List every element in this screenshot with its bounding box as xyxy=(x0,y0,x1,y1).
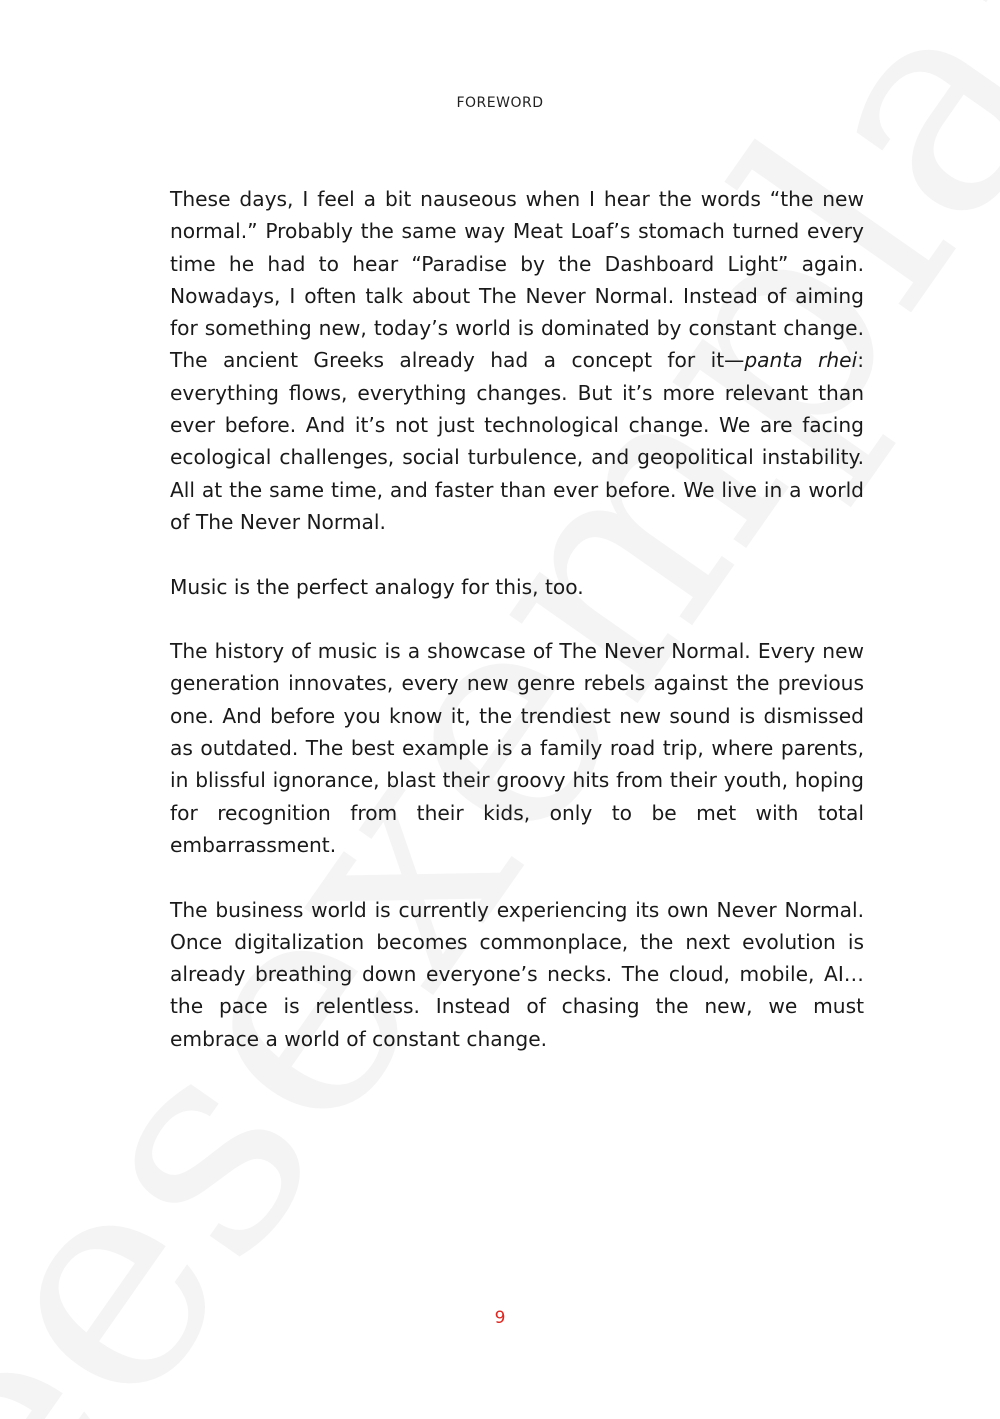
paragraph-2: Music is the perfect analogy for this, too. xyxy=(170,574,584,599)
page-number: 9 xyxy=(494,1308,506,1328)
paragraph-1-part-1: These days, I feel a bit nauseous when I hear the words “the new normal.” Probably the same way Meat Loaf’s stomach turned every time he had to hear “Paradise by the Dashboard Light” again. Nowadays, I often talk about The Never Normal. Instead of aiming for something new, today’s world is dominated by constant change. The ancient Greeks already had a concept for it— xyxy=(170,187,864,373)
paragraph-4: The business world is currently experiencing its own Never Normal. Once digitalization becomes commonplace, the next evolution is already breathing down everyone’s necks. The cloud, mobile, AI… the pace is relentless. Instead of chasing the new, we must embrace a world of constant change. xyxy=(170,897,864,1051)
body-text xyxy=(170,183,864,1087)
paragraph-3: The history of music is a showcase of The Never Normal. Every new generation innovates, every new genre rebels against the previous one. And before you know it, the trendiest new sound is dismissed as outdated. The best example is a family road trip, where parents, in blissful ignorance, blast their groovy hits from their youth, hoping for recognition from their kids, only to be met with total embarrassment. xyxy=(170,639,864,857)
paragraph-1 xyxy=(170,183,864,538)
running-header: FOREWORD xyxy=(456,95,544,111)
paragraph-1-part-2: : everything flows, everything changes. But it’s more relevant than ever before. And it’s not just technological change. We are facing ecological challenges, social turbulence, and geopolitical instability. All at the same time, and faster than ever before. We live in a world of The Never Normal. xyxy=(170,348,864,534)
paragraph-1-italic: panta rhei xyxy=(744,348,858,373)
